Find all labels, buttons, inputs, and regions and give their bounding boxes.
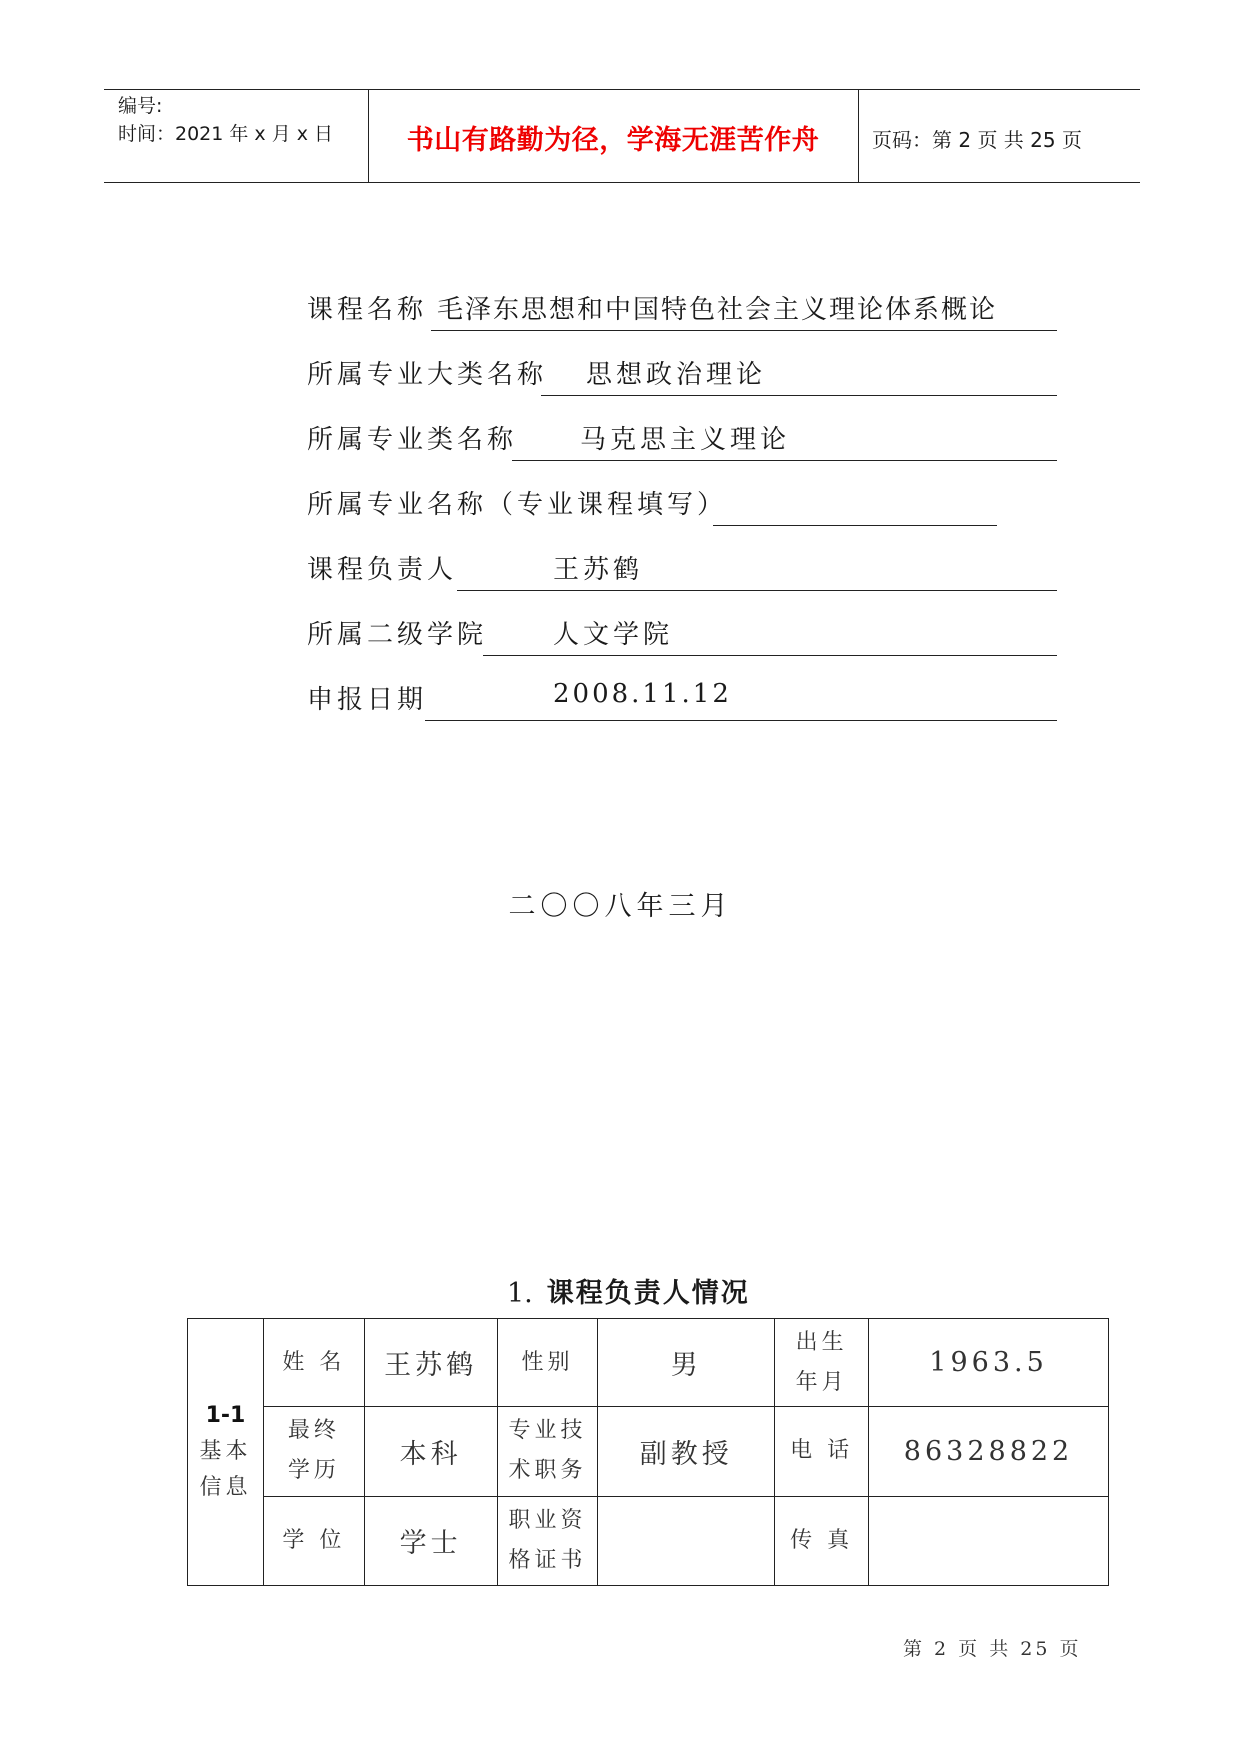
name-label: 姓 名 (263, 1319, 364, 1407)
college-label: 所属二级学院 (307, 620, 488, 650)
college-underline (483, 655, 1057, 656)
certificate-value (598, 1496, 775, 1585)
leader-info-table (187, 1318, 1109, 1586)
serial-label: 编号: (118, 95, 163, 117)
course-leader-label: 课程负责人 (307, 555, 458, 585)
form-row-apply-date (307, 679, 1057, 721)
header-page-label: 页码：第 2 页 共 25 页 (872, 128, 1082, 152)
apply-date-label: 申报日期 (307, 685, 428, 715)
section-title-text: 课程负责人情况 (546, 1278, 750, 1309)
group-label-cell (188, 1319, 264, 1586)
major-name-underline (713, 525, 997, 526)
major-name-label: 所属专业名称（专业课程填写） (307, 490, 728, 520)
title-label-line1: 专业技 (508, 1418, 587, 1444)
group-label-line1: 基本 (199, 1439, 252, 1464)
form-row-major-name (307, 484, 997, 526)
section-number: 1. (507, 1278, 533, 1309)
education-value: 本科 (364, 1407, 497, 1496)
major-class-value: 马克思主义理论 (580, 425, 791, 455)
certificate-label (497, 1496, 598, 1585)
fax-label: 传 真 (775, 1496, 869, 1585)
header-meta (118, 92, 333, 148)
course-name-label: 课程名称 (307, 295, 428, 325)
apply-date-underline (425, 720, 1057, 721)
fax-value (869, 1496, 1109, 1585)
birth-label-line1: 出生 (795, 1329, 848, 1355)
birth-value: 1963.5 (869, 1319, 1109, 1407)
education-label (263, 1407, 364, 1496)
gender-label: 性别 (497, 1319, 598, 1407)
major-category-underline (541, 395, 1057, 396)
group-label-line2: 信息 (199, 1475, 252, 1500)
name-value: 王苏鹤 (364, 1319, 497, 1407)
certificate-label-line1: 职业资 (508, 1507, 587, 1533)
form-row-major-category (307, 354, 1057, 396)
course-leader-value: 王苏鹤 (553, 555, 644, 585)
degree-label: 学 位 (263, 1496, 364, 1585)
apply-date-value: 2008.11.12 (553, 679, 732, 709)
form-row-course-leader (307, 549, 1057, 591)
title-value: 副教授 (598, 1407, 775, 1496)
course-leader-underline (457, 590, 1057, 591)
education-label-line1: 最终 (287, 1418, 340, 1444)
phone-value: 86328822 (869, 1407, 1109, 1496)
header-divider-right (858, 89, 859, 182)
birth-label (775, 1319, 869, 1407)
major-category-value: 思想政治理论 (586, 360, 767, 390)
header-top-rule (104, 89, 1140, 90)
header-motto: 书山有路勤为径，学海无涯苦作舟 (406, 125, 820, 156)
table-row (188, 1496, 1109, 1585)
education-label-line2: 学历 (287, 1458, 340, 1484)
course-name-underline (431, 330, 1057, 331)
form-row-course-name (307, 289, 1057, 331)
page-footer: 第 2 页 共 25 页 (903, 1638, 1082, 1660)
title-label-line2: 术职务 (508, 1458, 587, 1484)
certificate-label-line2: 格证书 (508, 1547, 587, 1573)
table-row (188, 1407, 1109, 1496)
form-row-major-class (307, 419, 1057, 461)
time-label: 时间：2021 年 x 月 x 日 (118, 123, 334, 145)
table-row (188, 1319, 1109, 1407)
title-label (497, 1407, 598, 1496)
major-category-label: 所属专业大类名称 (307, 360, 548, 390)
header-bottom-rule (104, 182, 1140, 183)
degree-value: 学士 (364, 1496, 497, 1585)
major-class-label: 所属专业类名称 (307, 425, 518, 455)
birth-label-line2: 年月 (795, 1369, 848, 1395)
group-code: 1-1 (205, 1403, 246, 1428)
college-value: 人文学院 (553, 620, 674, 650)
cover-date: 二〇〇八年三月 (508, 891, 733, 922)
major-class-underline (512, 460, 1057, 461)
course-name-value: 毛泽东思想和中国特色社会主义理论体系概论 (437, 295, 998, 325)
form-row-college (307, 614, 1057, 656)
gender-value: 男 (598, 1319, 775, 1407)
phone-label: 电 话 (775, 1407, 869, 1496)
section-title (507, 1271, 750, 1310)
